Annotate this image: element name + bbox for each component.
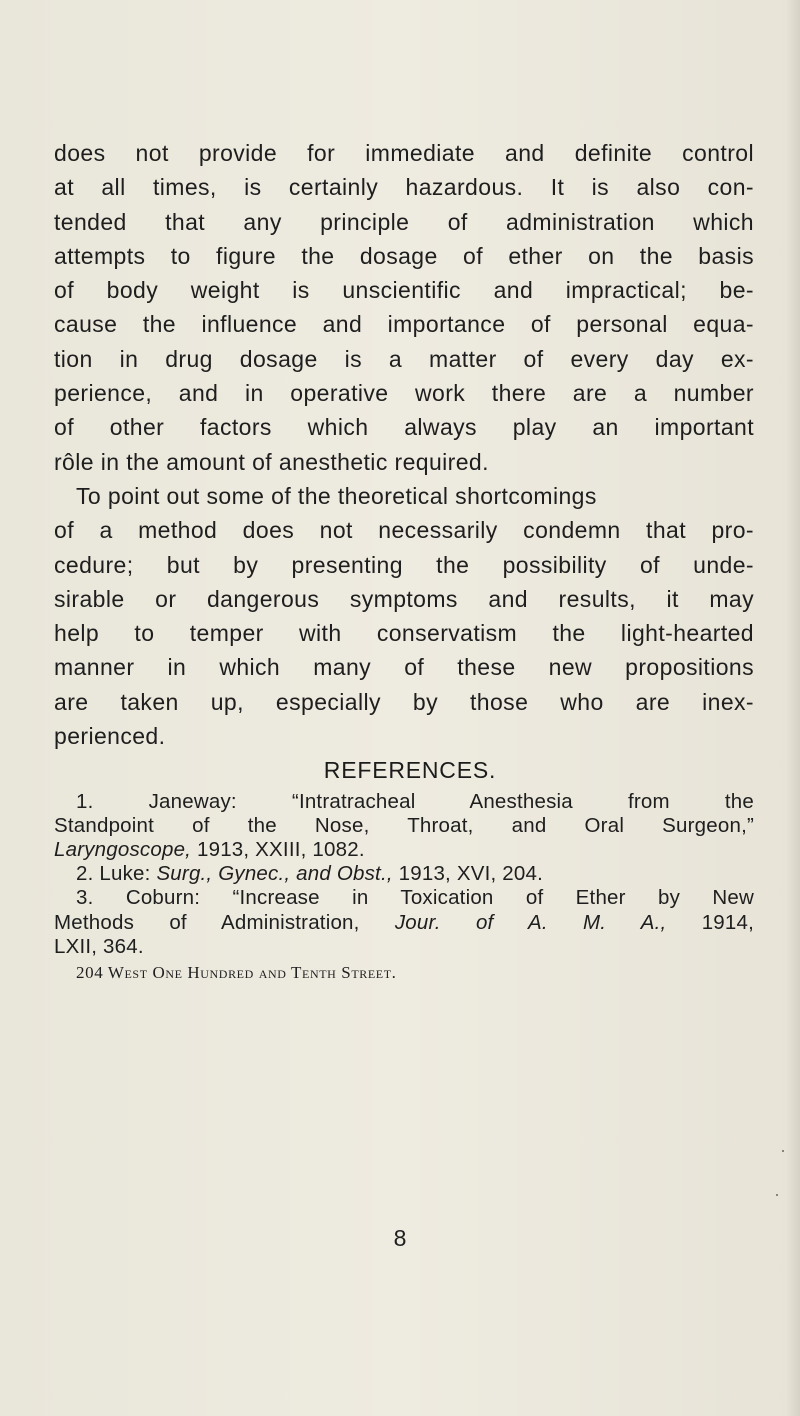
journal-title: Laryngoscope, [54, 838, 192, 862]
body-line: tended that any principle of administration which [54, 208, 754, 235]
body-paragraph-2 [54, 479, 754, 753]
body-line: does not provide for immediate and definite control [54, 140, 754, 166]
reference-1-line-1: 1. Janeway: “Intratracheal Anesthesia from the [76, 789, 754, 813]
page-number: 8 [393, 1225, 407, 1251]
body-line: cedure; but by presenting the possibility of unde- [54, 551, 754, 578]
reference-3-line-2 [54, 911, 754, 935]
page-edge-shadow [786, 0, 800, 1416]
citation: Methods of Administration, [54, 910, 395, 934]
journal-title: Surg., Gynec., and Obst., [156, 862, 393, 886]
page-text [54, 136, 754, 985]
citation: 1914, [666, 910, 754, 934]
reference-1-line-2: Standpoint of the Nose, Throat, and Oral Surgeon,” [54, 813, 754, 837]
reference-2 [54, 862, 754, 886]
body-line: manner in which many of these new propositions [54, 654, 754, 681]
body-line: perienced. [54, 723, 166, 750]
reference-3-line-1: 3. Coburn: “Increase in Toxication of Ether by New [76, 886, 754, 910]
author-address: 204 West One Hundred and Tenth Street. [76, 963, 397, 983]
body-paragraph-1 [54, 136, 754, 479]
body-line: of body weight is unscientific and impractical; be- [54, 277, 754, 304]
body-line: rôle in the amount of anesthetic required. [54, 448, 489, 475]
reference-1-line-3 [54, 838, 754, 862]
body-line: cause the influence and importance of personal equa- [54, 311, 754, 338]
body-line: of other factors which always play an important [54, 414, 754, 441]
citation: 1913, XXIII, 1082. [191, 838, 365, 862]
journal-title: Jour. of A. M. A., [394, 910, 667, 934]
body-line: are taken up, especially by those who are inex- [54, 688, 754, 715]
reference-3-line-3: LXII, 364. [54, 934, 144, 958]
body-line: perience, and in operative work there are a number [54, 380, 754, 407]
reference-author: 2. Luke: [76, 862, 157, 886]
body-line: at all times, is certainly hazardous. It is also con- [54, 174, 754, 201]
body-line: sirable or dangerous symptoms and results, it may [54, 585, 754, 612]
citation: 1913, XVI, 204. [392, 862, 543, 886]
body-line: To point out some of the theoretical shortcomings [76, 482, 597, 509]
body-line: attempts to figure the dosage of ether on the basis [54, 242, 754, 269]
references-list [54, 790, 754, 959]
references-heading: REFERENCES. [323, 757, 497, 784]
body-line: of a method does not necessarily condemn that pro- [54, 517, 754, 544]
paper-speck [782, 1150, 784, 1152]
body-line: help to temper with conservatism the light-hearted [54, 620, 754, 647]
paper-speck [776, 1194, 778, 1196]
body-line: tion in drug dosage is a matter of every day ex- [54, 345, 754, 372]
